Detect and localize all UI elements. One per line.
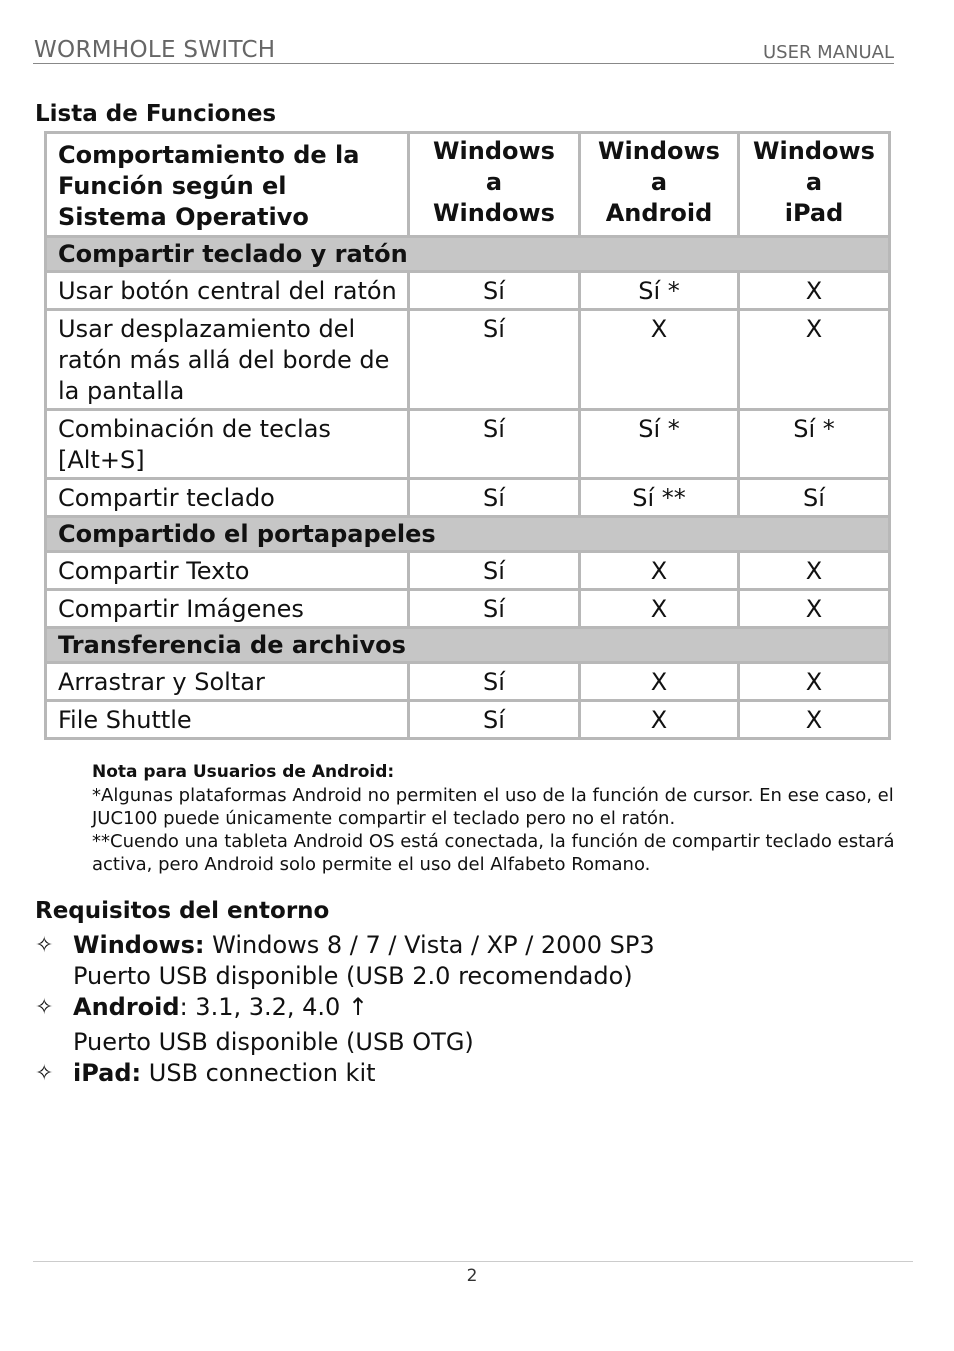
feature-name: Usar botón central del ratón <box>46 272 409 310</box>
table-row <box>46 590 890 628</box>
header-title: WORMHOLE SWITCH <box>34 37 276 63</box>
req-windows-label: Windows: <box>73 931 205 959</box>
cell-value: Sí <box>409 479 580 517</box>
header-divider <box>33 63 894 64</box>
table-row <box>46 310 890 410</box>
category-row <box>46 237 890 272</box>
category-row <box>46 628 890 663</box>
cell-value: Sí * <box>739 410 890 479</box>
req-android-sub: Puerto USB disponible (USB OTG) <box>73 1028 474 1056</box>
category-label: Compartido el portapapeles <box>46 517 890 552</box>
table-row <box>46 663 890 701</box>
cell-value: X <box>580 310 739 410</box>
bullet-star-icon: ✧ <box>35 933 54 958</box>
cell-value: X <box>739 590 890 628</box>
cell-value: Sí <box>409 272 580 310</box>
header-subtitle: USER MANUAL <box>762 42 894 63</box>
feature-name: Arrastrar y Soltar <box>46 663 409 701</box>
cell-value: Sí <box>409 590 580 628</box>
requirements-list <box>35 930 655 1089</box>
cell-value: Sí * <box>580 272 739 310</box>
cell-value: Sí <box>739 479 890 517</box>
cell-value: X <box>580 701 739 739</box>
cell-value: Sí <box>409 552 580 590</box>
feature-name: File Shuttle <box>46 701 409 739</box>
cell-value: X <box>739 663 890 701</box>
cell-value: X <box>739 272 890 310</box>
cell-value: Sí <box>409 701 580 739</box>
cell-value: Sí <box>409 410 580 479</box>
cell-value: X <box>739 552 890 590</box>
feature-name: Compartir Texto <box>46 552 409 590</box>
android-note <box>92 761 912 876</box>
bullet-star-icon: ✧ <box>35 995 54 1020</box>
req-android <box>35 992 655 1023</box>
table-row <box>46 272 890 310</box>
cell-value: X <box>580 552 739 590</box>
req-windows-sub: Puerto USB disponible (USB 2.0 recomendado) <box>73 962 633 990</box>
cell-value: X <box>739 310 890 410</box>
cell-value: Sí <box>409 310 580 410</box>
note-line-1: *Algunas plataformas Android no permiten el uso de la función de cursor. En ese caso, el JUC100 puede únicamente compartir el teclado pero no el ratón. <box>92 785 894 829</box>
req-android-value: : 3.1, 3.2, 4.0 ↑ <box>179 993 369 1021</box>
note-title: Nota para Usuarios de Android: <box>92 762 395 782</box>
footer-divider <box>33 1261 913 1262</box>
features-title: Lista de Funciones <box>35 101 277 127</box>
cell-value: Sí <box>409 663 580 701</box>
feature-name: Compartir teclado <box>46 479 409 517</box>
cell-value: X <box>739 701 890 739</box>
table-row <box>46 701 890 739</box>
cell-value: X <box>580 590 739 628</box>
req-ipad-value: USB connection kit <box>141 1059 376 1087</box>
req-android-label: Android <box>73 993 180 1021</box>
req-ipad-label: iPad: <box>73 1059 142 1087</box>
cell-value: X <box>580 663 739 701</box>
category-label: Transferencia de archivos <box>46 628 890 663</box>
cell-value: Sí ** <box>580 479 739 517</box>
table-row <box>46 479 890 517</box>
req-windows-value: Windows 8 / 7 / Vista / XP / 2000 SP3 <box>204 931 655 959</box>
table-row <box>46 552 890 590</box>
header-behavior: Comportamiento de la Función según el Sistema Operativo <box>46 133 409 237</box>
category-row <box>46 517 890 552</box>
feature-name: Usar desplazamiento del ratón más allá del borde de la pantalla <box>46 310 409 410</box>
header-win-android: Windows a Android <box>580 133 739 237</box>
header-win-win: Windows a Windows <box>409 133 580 237</box>
page-number: 2 <box>466 1266 478 1286</box>
feature-name: Combinación de teclas [Alt+S] <box>46 410 409 479</box>
note-line-2: **Cuendo una tableta Android OS está conectada, la función de compartir teclado estará activa, pero Android solo permite el uso del Alfabeto Romano. <box>92 831 895 875</box>
features-table <box>44 131 891 740</box>
header-win-ipad: Windows a iPad <box>739 133 890 237</box>
req-windows <box>35 930 655 961</box>
category-label: Compartir teclado y ratón <box>46 237 890 272</box>
table-row <box>46 410 890 479</box>
bullet-star-icon: ✧ <box>35 1061 54 1086</box>
req-ipad <box>35 1058 655 1089</box>
requirements-title: Requisitos del entorno <box>35 898 330 924</box>
table-header-row <box>46 133 890 237</box>
feature-name: Compartir Imágenes <box>46 590 409 628</box>
cell-value: Sí * <box>580 410 739 479</box>
